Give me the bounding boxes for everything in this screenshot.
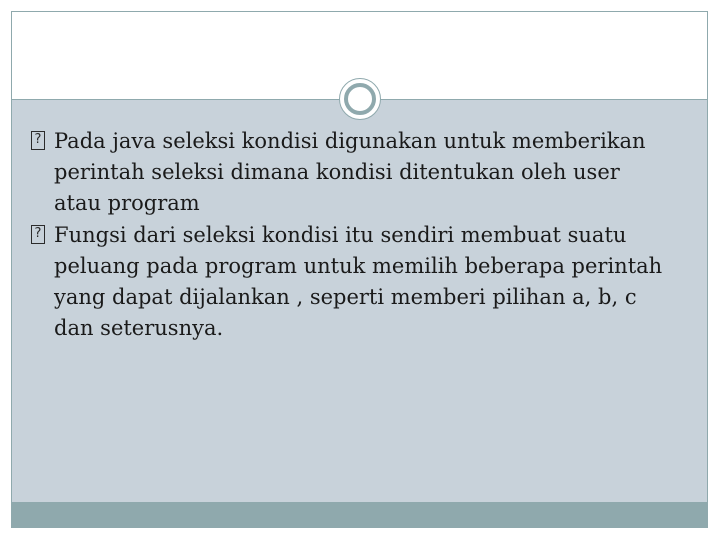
divider-circle-ornament — [339, 78, 381, 120]
divider-circle-ring — [344, 83, 376, 115]
bullet-list — [30, 126, 670, 345]
bullet-item-1 — [30, 126, 670, 219]
bullet-text-2: Fungsi dari seleksi kondisi itu sendiri membuat suatu peluang pada program untuk memilih beberapa perintah yang dapat dijalankan , seperti memberi pilihan a, b, c dan seterusnya. — [54, 223, 663, 340]
missing-glyph-box-icon: ? — [31, 225, 45, 244]
missing-glyph-box-icon: ? — [31, 131, 45, 150]
bottom-accent-band — [12, 502, 707, 527]
bullet-text-1: Pada java seleksi kondisi digunakan untuk memberikan perintah seleksi dimana kondisi ditentukan oleh user atau program — [54, 129, 646, 215]
bullet-item-2 — [30, 220, 670, 344]
